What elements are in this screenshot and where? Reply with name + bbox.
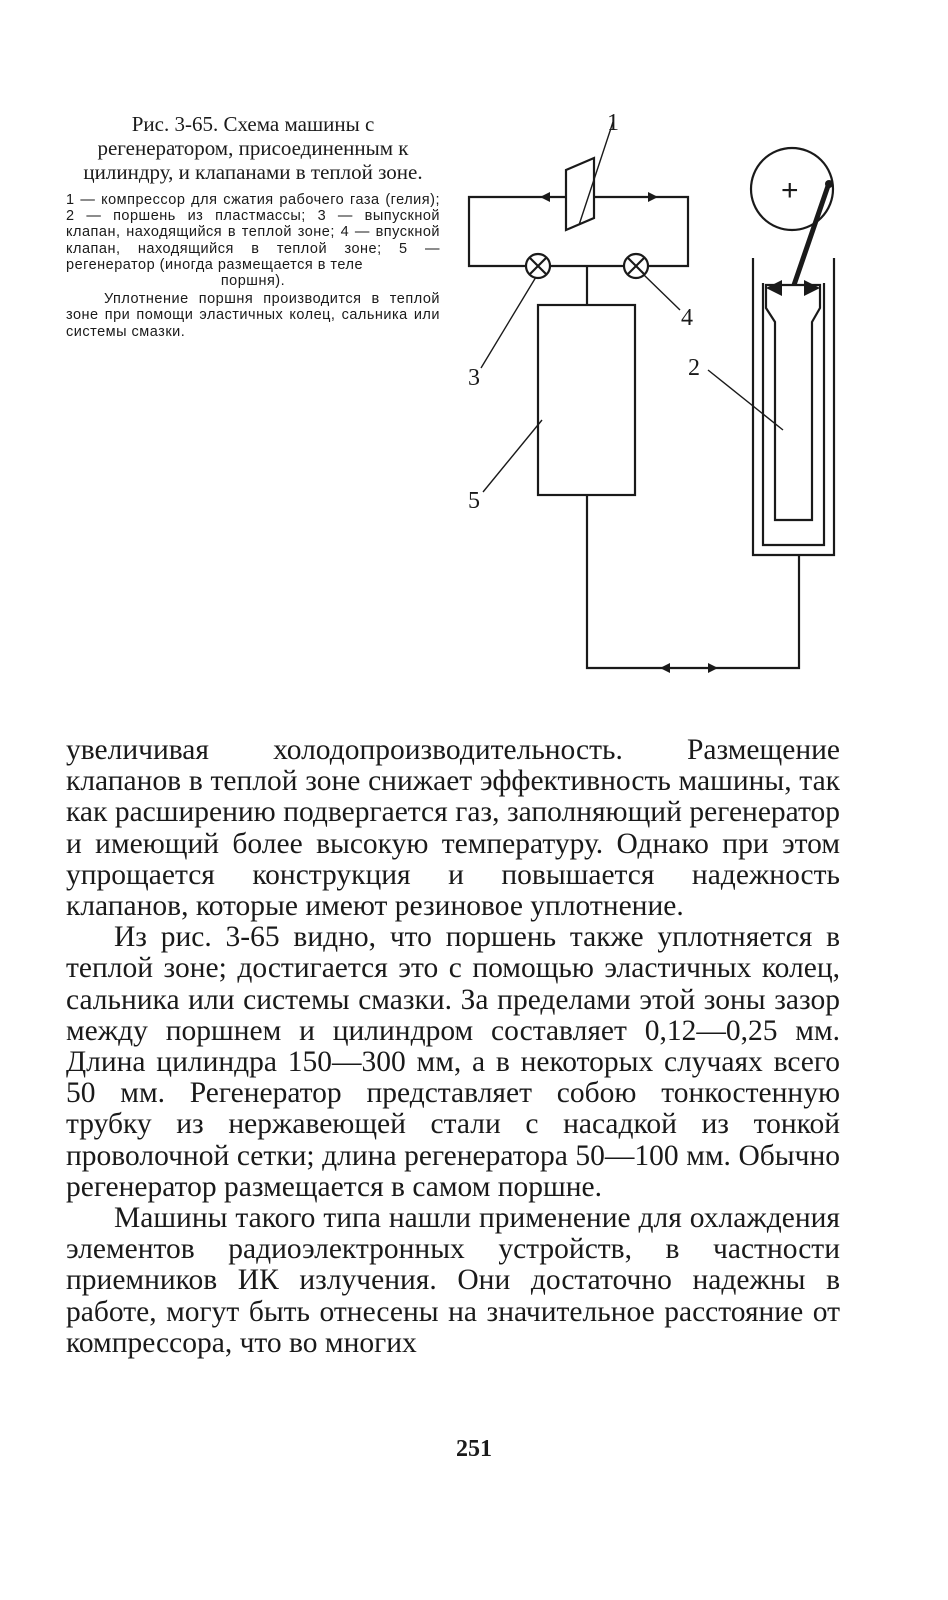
machine-schematic bbox=[450, 100, 870, 680]
figure-note: Уплотнение поршня производится в теплой зоне при помощи эластичных колец, сальника или системы смазки. bbox=[66, 291, 440, 340]
top-pipe-loop bbox=[469, 197, 566, 266]
figure-legend-end: поршня). bbox=[220, 273, 286, 290]
label-outlet-valve: 3 bbox=[468, 365, 480, 391]
connecting-rod bbox=[794, 183, 829, 285]
paragraph-3: Машины такого типа нашли применение для охлаждения элементов радиоэлектронных устройств, в частности приемников ИК излучения. Они достаточно надежны в работе, могут быть отнесены на значительное расстояние от компрессора, что во многих bbox=[66, 1202, 840, 1359]
cylinder-inner bbox=[763, 283, 824, 545]
piston-symbol bbox=[766, 285, 820, 520]
label-piston: 2 bbox=[688, 355, 700, 381]
flywheel-plus-sign: + bbox=[781, 174, 799, 207]
page-number: 251 bbox=[456, 1436, 492, 1462]
figure-caption bbox=[66, 112, 440, 340]
figure-caption-title: Рис. 3-65. Схема машины с регенератором, присоединенным к цилиндру, и клапанами в теплой зоне. bbox=[83, 112, 423, 184]
body-text bbox=[66, 735, 840, 1359]
label-regenerator: 5 bbox=[468, 488, 480, 514]
label-compressor: 1 bbox=[607, 110, 619, 136]
figure-legend: 1 — компрессор для сжатия рабочего газа (гелия); 2 — поршень из пластмассы; 3 — выпускной клапан, находящийся в теплой зоне; 4 — впускной клапан, находящийся в теплой зоне; 5 — регенератор (иногда размещается в теле bbox=[66, 192, 440, 273]
paragraph-2: Из рис. 3-65 видно, что поршень также уплотняется в теплой зоне; достигается это с помощью эластичных колец, сальника или системы смазки. За пределами этой зоны зазор между поршнем и цилиндром составляет 0,12—0,25 мм. Длина цилиндра 150—300 мм, а в некоторых случаях всего 50 мм. Регенератор представляет собою тонкостенную трубку из нержавеющей стали с насадкой из тонкой проволочной сетки; длина регенератора 50—100 мм. Обычно регенератор размещается в самом поршне. bbox=[66, 921, 840, 1203]
bottom-pipe bbox=[587, 495, 799, 668]
label-inlet-valve: 4 bbox=[681, 305, 693, 331]
paragraph-1: увеличивая холодопроизводительность. Размещение клапанов в теплой зоне снижает эффективность машины, так как расширению подвергается газ, заполняющий регенератор и имеющий более высокую температуру. Однако при этом упрощается конструкция и повышается надежность клапанов, которые имеют резиновое уплотнение. bbox=[66, 734, 840, 923]
regenerator-symbol bbox=[538, 305, 635, 495]
